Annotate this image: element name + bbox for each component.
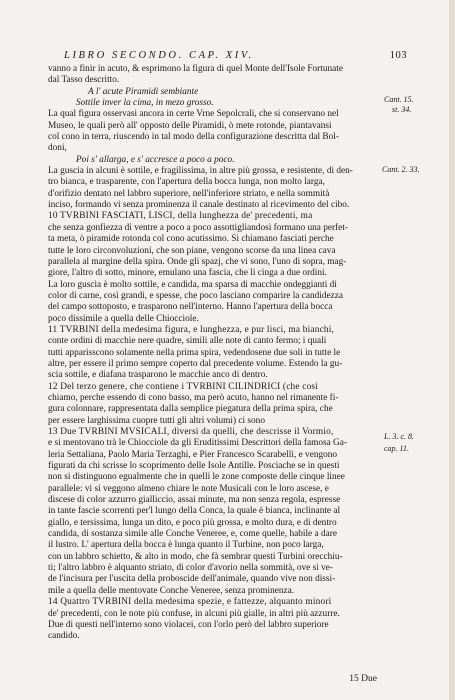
text-line: de l'incisura per l'uscita della proboscide dell'animale, quando vive non dissi- <box>48 574 336 585</box>
text-line: Due di questi nell'interno sono violacei, con l'orlo però del labbro superiore <box>48 619 329 630</box>
margin-note: Cant. 2. 33. <box>382 165 420 174</box>
text-line: candido. <box>48 631 80 642</box>
margin-note: st. 34. <box>392 105 412 114</box>
text-line: La loro guscia è molto sottile, e candida, ma sparsa di macchie ondeggianti di <box>48 279 337 290</box>
text-line: figurati da chi scrisse lo scoprimento delle Isole Antille. Posciache se in questi <box>48 461 340 472</box>
text-line: 14 Quattro TVRBINI della medesima spezie, e fattezze, alquanto minori <box>48 597 332 608</box>
text-line: scia sottile, e diafana trasparono le macchie anco di dentro. <box>48 370 268 381</box>
text-line: La guscia in alcuni è sottile, e fragilissima, in altre più grossa, e resistente, di den- <box>48 166 353 177</box>
text-line: d'orifizio dentato nel labbro superiore, nell'inferiore striato, e nella sommità <box>48 188 330 199</box>
text-line: 11 TVRBINI della medesima figura, e lunghezza, e pur lisci, ma bianchi, <box>48 324 335 335</box>
text-line: mile a quella delle mentovate Conche Veneree, senza prominenza. <box>48 585 295 596</box>
text-line: leria Settaliana, Paolo Maria Terzaghi, e Pier Francesco Scarabelli, e vengono <box>48 449 338 460</box>
text-line: poco dissimile a quella delle Chiocciole. <box>48 313 199 324</box>
running-title: LIBRO SECONDO. CAP. XIV. <box>64 50 254 61</box>
text-line: ti; l'altro labbro è alquanto striato, di color d'avorio nella sommità, ove si ve- <box>48 563 334 574</box>
text-line: de' precedenti, con le note più confuse, in alcuni più gialle, in altri più azzurre. <box>48 608 340 619</box>
text-line: e si mentovano trà le Chiocciole da gli Eruditissimi Descrittori della famosa Ga- <box>48 438 347 449</box>
text-line: tutti apparisscono solamente nella prima spira, vedendosene due soli in tutte le <box>48 347 341 358</box>
text-line: ta meta, ò piramide rotonda col cono acutissimo. Si chiamano fasciati perche <box>48 234 334 245</box>
verse-line: Poi s' allarga, e s' accresce a poco a poco. <box>76 154 235 165</box>
text-line: candida, di sostanza simile alle Conche Veneree, e, come quelle, habile a dare <box>48 529 337 540</box>
text-line: con un labbro schietto, & alto in modo, che fà sembrar questi Turbini orecchiu- <box>48 551 343 562</box>
text-line: 12 Del terzo genere, che contiene i TVRBINI CILINDRICI (che così <box>48 381 319 392</box>
text-line: del campo sottoposto, e trasparono nell'interno. Hanno l'apertura della bocca <box>48 302 333 313</box>
catchword: 15 Due <box>349 674 377 684</box>
text-line: inciso, formando vi senza prominenza il canale destinato al ricevimento del cibo. <box>48 200 350 211</box>
body-text <box>48 64 378 643</box>
text-line: chiamo, perche essendo di cono basso, ma però acuto, hanno nel rimanente fi- <box>48 392 339 403</box>
text-line: dal Tasso descritto. <box>48 75 120 86</box>
margin-note: L. 3. c. 8. <box>384 432 414 441</box>
page-edge <box>449 0 455 700</box>
text-line: color di carne, così grandi, e spesse, che poco lasciano comparire la candidezza <box>48 290 344 301</box>
text-line: Museo, le quali però all' opposto delle Piramidi, ò mete rotonde, piantavansi <box>48 120 332 131</box>
text-line: altre, per essere il primo sempre coperto dal precedente volume. Estendo la gu- <box>48 358 343 369</box>
text-line: 10 TVRBINI FASCIATI, LISCI, della lunghezza de' precedenti, ma <box>48 211 313 222</box>
text-line: doni, <box>48 143 67 154</box>
page-number: 103 <box>389 50 407 61</box>
text-line: il lustro. L' apertura della bocca è lunga quanto il Turbine, non poco larga, <box>48 540 324 551</box>
text-line: conte ordini di macchie nere quadre, simili alle note di canto fermo; i quali <box>48 336 327 347</box>
text-line: parallele: vi si veggono almeno chiare le note Musicali con le loro ascese, e <box>48 483 329 494</box>
text-line: vanno a finir in acuto, & esprimono la figura di quel Monte dell'Isole Fortunate <box>48 64 343 74</box>
text-line: discese di color azzurro gialliccio, assai minute, ma non senza regola, espresse <box>48 495 341 506</box>
text-line: col cono in terra, riuscendo in tal modo della configurazione descritta dal Bol- <box>48 132 339 143</box>
text-line: non si distinguono egualmente che in quelli le zone composte delle cinque linee <box>48 472 345 483</box>
text-line: parallela al margine della spira. Onde gli spazj, che vi sono, l'uno di sopra, mag- <box>48 256 347 267</box>
text-line: in tante fascie scorrenti per'l lungo della Conca, la quale è bianca, inclinante al <box>48 506 341 517</box>
margin-note: Cant. 15. <box>384 95 414 104</box>
margin-note: cap. 11. <box>384 444 409 453</box>
text-line: giore, l'altro di sotto, minore, emulano una fascia, che li cinga a due ordini. <box>48 268 327 279</box>
text-line: tro bianca, e trasparente, con l'apertura della bocca lunga, non molto larga, <box>48 177 325 188</box>
text-line: gura colonnare, rappresentata dalla semplice piegatura della prima spira, che <box>48 404 333 415</box>
text-line: giallo, e tersissima, lunga un dito, e poco più grossa, e molto dura, e di dentro <box>48 517 337 528</box>
verse-line: Sottile inver la cima, in mezo grosso. <box>76 98 214 109</box>
text-line: 13 Due TVRBINI MVSICALI, diversi da quelli, che descrisse il Vormio, <box>48 427 334 437</box>
text-line: che senza gonfiezza di ventre a poco a poco assottigliandosi formano una perfet- <box>48 222 348 233</box>
text-line: La qual figura osservasi ancora in certe Vrne Sepolcrali, che si conservano nel <box>48 109 339 120</box>
verse-line: A l' acute Piramidi sembiante <box>88 86 199 97</box>
text-line: per essere larghissima cuopre tutti gli altri volumi) ci sono <box>48 415 265 426</box>
text-line: tutte le loro circonvoluzioni, che son piane, vengono scorse da una linea cava <box>48 245 336 256</box>
